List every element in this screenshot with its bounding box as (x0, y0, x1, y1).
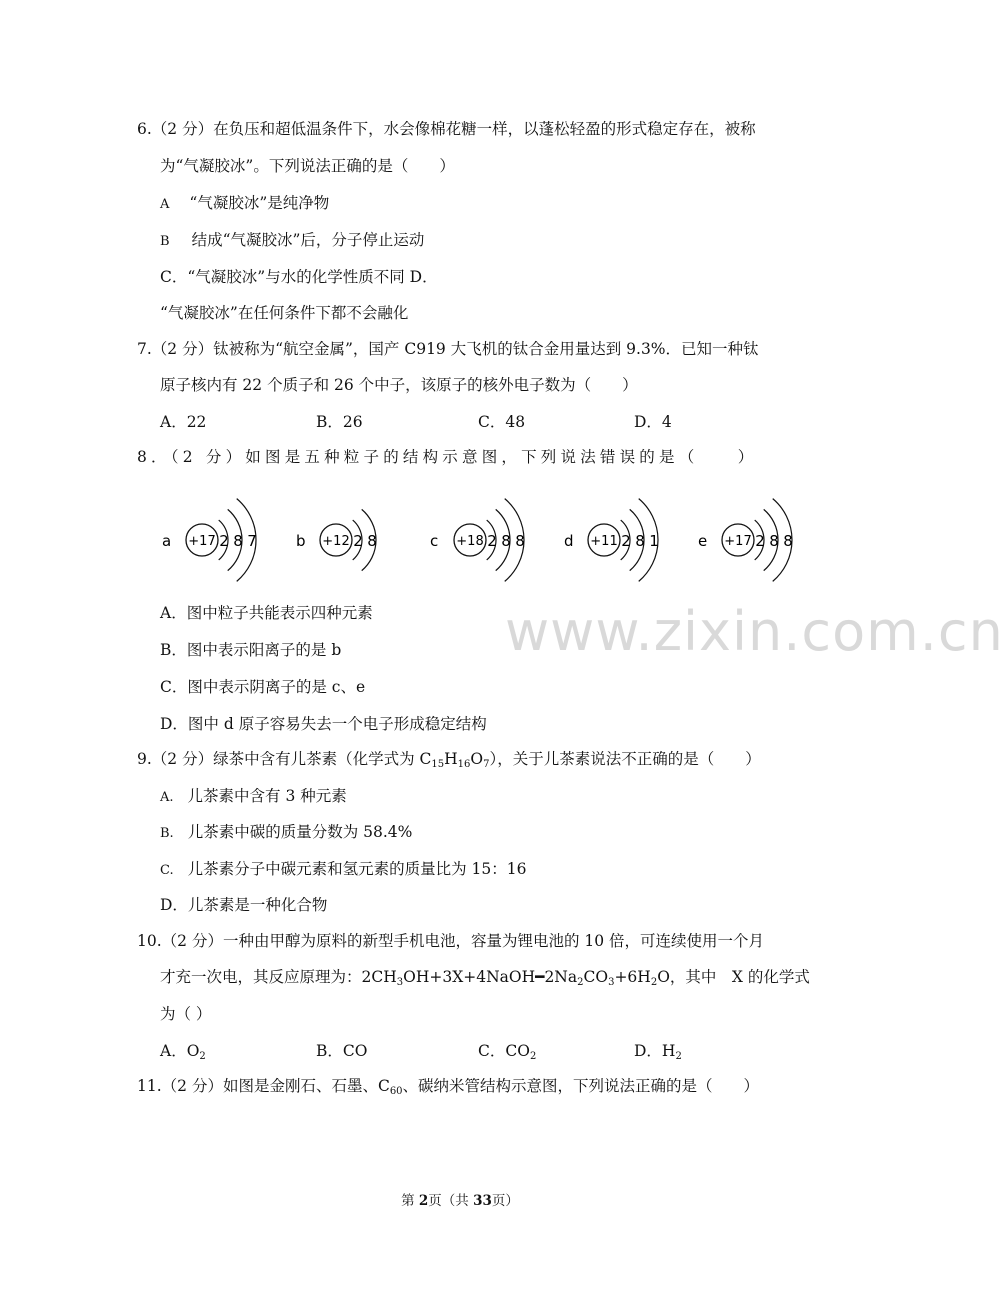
electron-count: 1 (649, 532, 659, 550)
q8-stem: 8．（2 分）如图是五种粒子的结构示意图，下列说法错误的是（ ） (137, 448, 758, 466)
electron-count: 7 (247, 532, 257, 550)
q6-stem-line1: 6.（2 分）在负压和超低温条件下，水会像棉花糖一样，以蓬松轻盈的形式稳定存在，被称 (137, 120, 756, 138)
q11-stem: 11.（2 分）如图是金刚石、石墨、$C_{60}$、碳纳米管结构示意图，下列说法正确的是（ ） (137, 1077, 760, 1097)
electron-count: 2 (353, 532, 363, 550)
q10-stem-line1: 10.（2 分）一种由甲醇为原料的新型手机电池，容量为锂电池的 10 倍，可连续使用一个月 (137, 932, 765, 950)
particle-letter: b (296, 532, 306, 550)
q10-option-b: B．CO (316, 1042, 368, 1060)
particle-b (296, 509, 377, 570)
electron-count: 8 (233, 532, 243, 550)
q8-option-b: B．图中表示阳离子的是 b (160, 641, 342, 659)
page-footer: 第 2页（共 33页） (401, 1193, 519, 1209)
q7-stem-line1: 7.（2 分）钛被称为“航空金属”，国产 C919 大飞机的钛合金用量达到 9.3%．已知一种钛 (137, 340, 759, 358)
q7-option-a: A．22 (160, 413, 207, 431)
electron-count: 8 (635, 532, 645, 550)
electron-count: 8 (501, 532, 511, 550)
particle-e (698, 499, 793, 582)
particle-d (564, 499, 659, 582)
electron-count: 8 (783, 532, 793, 550)
nucleus-charge: +11 (590, 534, 618, 549)
q7-option-d: D．4 (634, 413, 672, 431)
q6-option-c: C．“气凝胶冰”与水的化学性质不同 D． (160, 268, 438, 286)
particle-letter: c (430, 532, 439, 550)
q10-stem-line3: 为（ ） (160, 1005, 212, 1023)
q6-option-a: A “气凝胶冰”是纯净物 (160, 194, 330, 212)
nucleus-charge: +18 (456, 534, 484, 549)
watermark: www.zixin.com.cn (505, 600, 1004, 663)
q7-option-b: B．26 (316, 413, 363, 431)
q8-option-a: A．图中粒子共能表示四种元素 (160, 604, 373, 622)
nucleus-charge: +17 (188, 534, 216, 549)
q9-option-a: A. 儿茶素中含有 3 种元素 (160, 787, 347, 805)
particle-letter: d (564, 532, 574, 550)
q7-stem-line2: 原子核内有 22 个质子和 26 个中子，该原子的核外电子数为（ ） (160, 376, 638, 394)
nucleus-charge: +17 (724, 534, 752, 549)
electron-count: 8 (769, 532, 779, 550)
electron-count: 2 (487, 532, 497, 550)
particle-letter: a (162, 532, 172, 550)
q6-option-d: “气凝胶冰”在任何条件下都不会融化 (160, 304, 409, 322)
q10-stem-line2: 才充一次电，其反应原理为：$2CH_3OH+3X+4NaOH━2Na_2CO_3+6H_2O$，其中 X 的化学式 (160, 968, 810, 988)
nucleus-charge: +12 (322, 534, 350, 549)
electron-count: 8 (515, 532, 525, 550)
q9-option-d: D．儿茶素是一种化合物 (160, 896, 328, 914)
electron-count: 8 (367, 532, 377, 550)
q6-option-b: B 结成“气凝胶冰”后，分子停止运动 (160, 231, 425, 249)
q8-option-c: C．图中表示阴离子的是 c、e (160, 678, 366, 696)
q6-stem-line2: 为“气凝胶冰”。下列说法正确的是（ ） (160, 157, 455, 175)
q8-option-d: D．图中 d 原子容易失去一个电子形成稳定结构 (160, 715, 487, 733)
particle-a (162, 499, 257, 582)
q10-option-c: C．$CO_2$ (478, 1042, 537, 1062)
q9-option-c: C. 儿茶素分子中碳元素和氢元素的质量比为 15：16 (160, 860, 527, 878)
particle-c (430, 499, 525, 582)
q7-option-c: C．48 (478, 413, 526, 431)
electron-count: 2 (755, 532, 765, 550)
q9-option-b: B. 儿茶素中碳的质量分数为 58.4% (160, 823, 413, 841)
electron-count: 2 (621, 532, 631, 550)
q9-stem: 9.（2 分）绿茶中含有儿茶素（化学式为 $C_{15}H_{16}O_7$），关于儿茶素说法不正确的是（ ） (137, 750, 761, 770)
q10-option-a: A．$O_2$ (160, 1042, 206, 1062)
q10-option-d: D．$H_2$ (634, 1042, 682, 1062)
atomic-structure-diagrams (150, 478, 830, 602)
particle-letter: e (698, 532, 708, 550)
electron-count: 2 (219, 532, 229, 550)
